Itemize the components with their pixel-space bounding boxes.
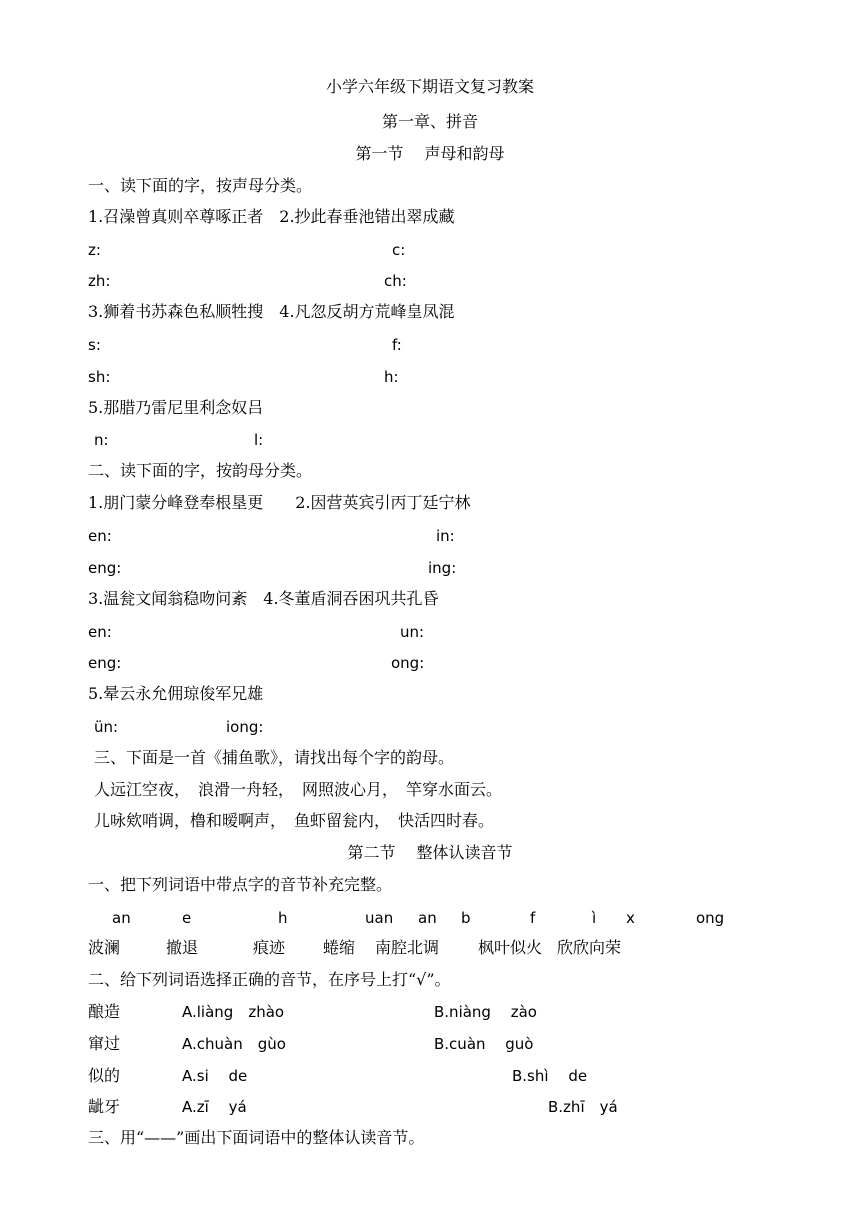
character-list: 5.晕云永允佣琼俊军兄雄 bbox=[88, 684, 264, 703]
pinyin-hint: uan bbox=[365, 909, 394, 927]
question-heading: 二、读下面的字，按韵母分类。 bbox=[88, 461, 313, 480]
character-list: 1.召澡曾真则卒尊啄正者 2.抄此春垂池错出翠成藏 bbox=[88, 207, 455, 226]
option-a: A.chuàn gùo bbox=[182, 1035, 286, 1053]
answer-label: n: bbox=[94, 431, 109, 449]
question-heading: 三、用“——”画出下面词语中的整体认读音节。 bbox=[88, 1128, 425, 1147]
pinyin-hint: x bbox=[626, 909, 635, 927]
word-item: 撤退 bbox=[166, 938, 199, 957]
answer-label: en: bbox=[88, 527, 112, 545]
answer-label: l: bbox=[254, 431, 264, 449]
word-item: 南腔北调 bbox=[375, 938, 440, 957]
question-heading: 一、把下列词语中带点字的音节补充完整。 bbox=[88, 875, 393, 894]
answer-label: h: bbox=[384, 368, 399, 386]
answer-label: en: bbox=[88, 623, 112, 641]
pinyin-hint: b bbox=[461, 909, 471, 927]
option-b: B.zhī yá bbox=[548, 1098, 618, 1116]
doc-title: 小学六年级下期语文复习教案 bbox=[325, 77, 534, 96]
answer-label: sh: bbox=[88, 368, 111, 386]
character-list: 3.温瓮文闻翁稳吻问紊 4.冬董盾洞吞困巩共孔昏 bbox=[88, 589, 439, 608]
pinyin-hint: ì bbox=[592, 909, 597, 927]
pinyin-hint: h bbox=[278, 909, 288, 927]
poem-line: 人远江空夜， 浪滑一舟轻， 网照波心月， 竿穿水面云。 bbox=[94, 780, 503, 799]
character-list: 5.那腊乃雷尼里利念奴吕 bbox=[88, 398, 264, 417]
chapter-heading: 第一章、拼音 bbox=[381, 112, 478, 131]
section-heading: 第二节 整体认读音节 bbox=[347, 843, 513, 862]
character-list: 3.狮着书苏森色私顺牲搜 4.凡忽反胡方荒峰皇凤混 bbox=[88, 302, 455, 321]
answer-label: f: bbox=[392, 336, 402, 354]
word-item: 蜷缩 bbox=[323, 938, 356, 957]
option-b: B.niàng zào bbox=[434, 1003, 537, 1021]
option-word: 似的 bbox=[88, 1066, 121, 1085]
option-word: 龇牙 bbox=[88, 1097, 121, 1116]
option-a: A.zī yá bbox=[182, 1098, 247, 1116]
option-word: 窜过 bbox=[88, 1034, 121, 1053]
character-list: 1.朋门蒙分峰登奉根垦更 2.因营英宾引丙丁廷宁林 bbox=[88, 493, 471, 512]
option-a: A.liàng zhào bbox=[182, 1003, 285, 1021]
word-item: 波澜 bbox=[88, 938, 121, 957]
answer-label: zh: bbox=[88, 272, 111, 290]
option-word: 酿造 bbox=[88, 1002, 121, 1021]
question-heading: 二、给下列词语选择正确的音节，在序号上打“√”。 bbox=[88, 970, 451, 989]
answer-label: iong: bbox=[226, 718, 264, 736]
answer-label: ing: bbox=[428, 559, 457, 577]
pinyin-hint: ong bbox=[696, 909, 725, 927]
option-a: A.si de bbox=[182, 1067, 248, 1085]
poem-line: 儿咏欸哨调，橹和暧啊声， 鱼虾留瓮内， 快活四时春。 bbox=[94, 811, 495, 830]
answer-label: z: bbox=[88, 241, 101, 259]
pinyin-hint: f bbox=[530, 909, 536, 927]
answer-label: ch: bbox=[384, 272, 407, 290]
word-item: 痕迹 bbox=[253, 938, 286, 957]
answer-label: eng: bbox=[88, 559, 122, 577]
word-item: 欣欣向荣 bbox=[557, 938, 622, 957]
pinyin-hint: an bbox=[112, 909, 131, 927]
word-item: 枫叶似火 bbox=[478, 938, 543, 957]
option-b: B.shì de bbox=[512, 1067, 588, 1085]
answer-label: eng: bbox=[88, 654, 122, 672]
question-heading: 三、下面是一首《捕鱼歌》，请找出每个字的韵母。 bbox=[94, 748, 455, 767]
pinyin-hint: e bbox=[182, 909, 192, 927]
question-heading: 一、读下面的字，按声母分类。 bbox=[88, 176, 313, 195]
answer-label: s: bbox=[88, 336, 101, 354]
answer-label: un: bbox=[400, 623, 425, 641]
pinyin-hint: an bbox=[418, 909, 437, 927]
answer-label: c: bbox=[392, 241, 406, 259]
section-heading: 第一节 声母和韵母 bbox=[355, 144, 505, 163]
answer-label: ong: bbox=[391, 654, 425, 672]
option-b: B.cuàn guò bbox=[434, 1035, 534, 1053]
answer-label: ün: bbox=[94, 718, 119, 736]
answer-label: in: bbox=[436, 527, 455, 545]
